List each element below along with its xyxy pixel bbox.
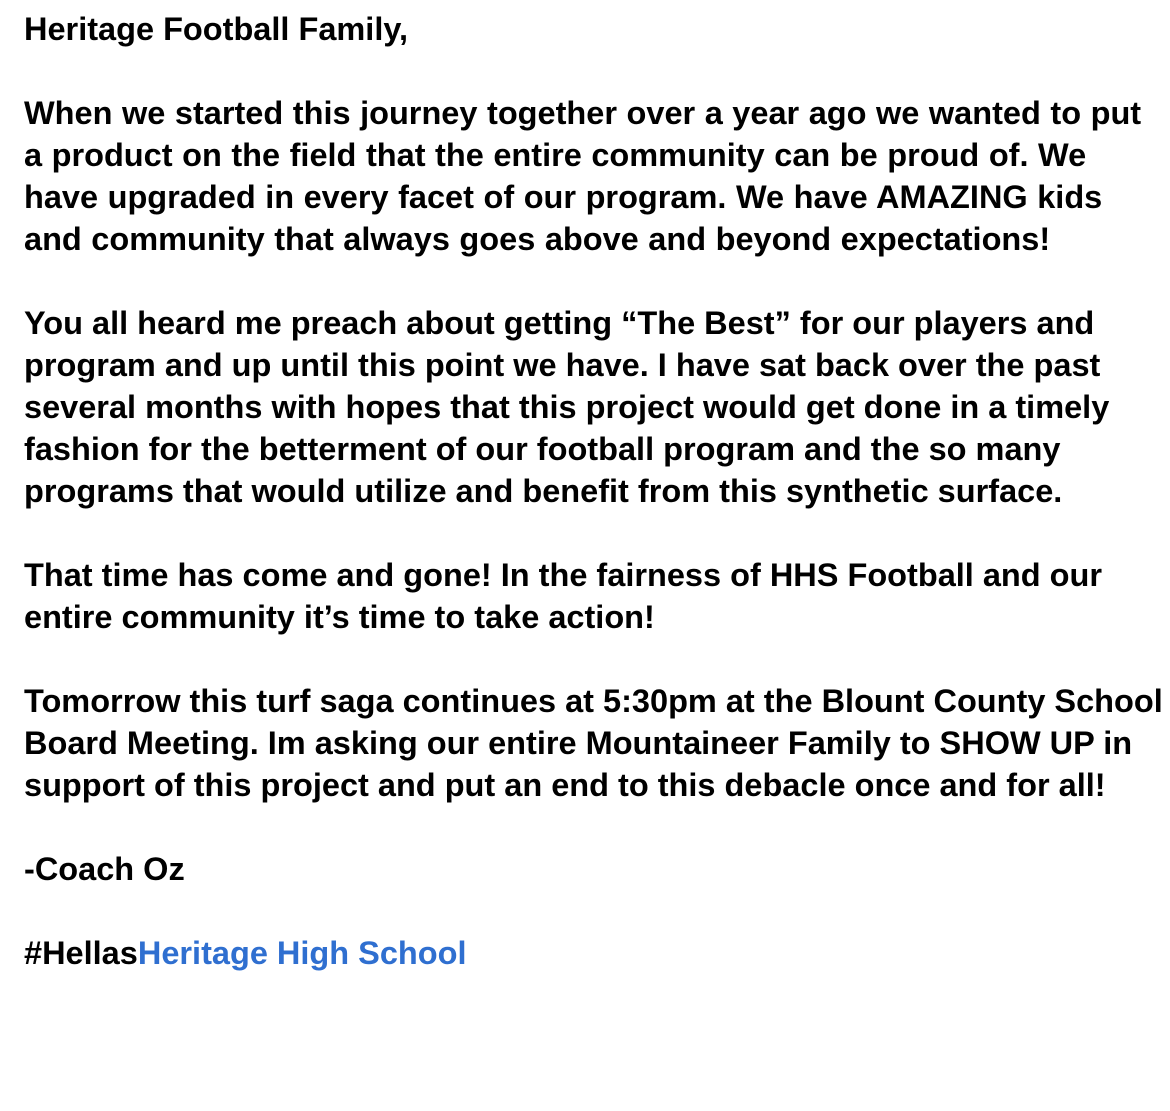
hashtag: #Hellas	[24, 935, 138, 971]
signature: -Coach Oz	[24, 851, 185, 887]
hashtag-line	[24, 932, 1164, 974]
school-link[interactable]: Heritage High School	[137, 935, 467, 971]
paragraph-journey: When we started this journey together over a year ago we wanted to put a product on the field that the entire community can be proud of. We have upgraded in every facet of our program. We have AMAZING kids and community that always goes above and beyond expectations!	[24, 95, 1142, 257]
paragraph-the-best: You all heard me preach about getting “The Best” for our players and program and up until this point we have. I have sat back over the past several months with hopes that this project would get done in a timely fashion for the betterment of our football program and the so many programs that would utilize and benefit from this synthetic surface.	[24, 305, 1110, 509]
note-body	[24, 8, 1164, 974]
paragraph-board-meeting: Tomorrow this turf saga continues at 5:30pm at the Blount County School Board Meeting. Im asking our entire Mountaineer Family to SHOW UP in support of this project and put an end to this debacle once and for all!	[24, 683, 1163, 803]
greeting: Heritage Football Family,	[24, 11, 409, 47]
paragraph-take-action: That time has come and gone! In the fairness of HHS Football and our entire community it’s time to take action!	[24, 557, 1103, 635]
